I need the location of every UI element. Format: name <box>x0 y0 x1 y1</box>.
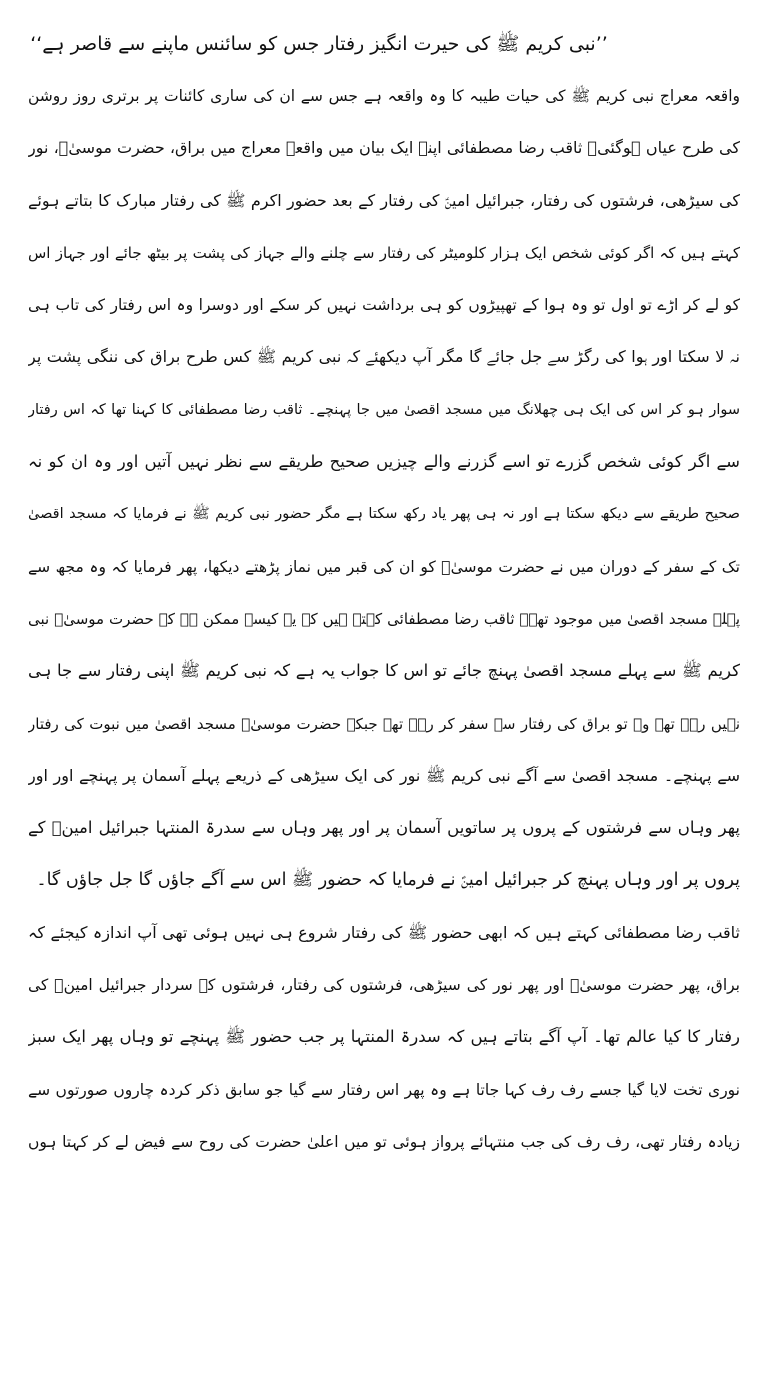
body-line: کی سیڑھی، فرشتوں کی رفتار، جبرائیل امینؑ کی رفتار کے بعد حضور اکرم ﷺ کی رفتار مبارک کا بتاتے ہوئے <box>28 190 740 210</box>
body-line: رفتار کا کیا عالم تھا۔ آپ آگے بتاتے ہیں کہ سدرۃ المنتہا پر جب حضور ﷺ پہنچے تو وہاں پھر ایک سبز <box>28 1027 740 1047</box>
body-line: کہتے ہیں کہ اگر کوئی شخص ایک ہزار کلومیٹر کی رفتار سے چلنے والے جہاز کی پشت پر بیٹھ جائے اور جہاز اس <box>28 243 740 262</box>
body-line: تک کے سفر کے دوران میں نے حضرت موسیٰؑ کو ان کی قبر میں نماز پڑھتے دیکھا، پھر فرمایا کہ وہ مجھ سے <box>28 557 740 576</box>
body-line: پھر وہاں سے فرشتوں کے پروں پر ساتویں آسمان پر اور پھر وہاں سے سدرۃ المنتہا جبرائیل امینؑ کے <box>28 818 740 838</box>
article-title: ’’نبی کریم ﷺ کی حیرت انگیز رفتار جس کو سائنس ماپنے سے قاصر ہے‘‘ <box>30 33 608 55</box>
body-line: سے پہنچے۔ مسجد اقصیٰ سے آگے نبی کریم ﷺ نور کی ایک سیڑھی کے ذریعے پہلے آسمان پر پہنچے اور اور <box>28 765 740 785</box>
body-line: نوری تخت لایا گیا جسے رف رف کہا جاتا ہے وہ پھر اس رفتار سے گیا جو سابق ذکر کردہ چاروں صورتوں سے <box>28 1080 740 1099</box>
body-line: سے اگر کوئی شخص گزرے تو اسے گزرنے والے چیزیں صحیح طریقے سے نظر نہیں آتیں اور وہ ان کو نہ <box>28 452 740 472</box>
body-line: واقعہ معراج نبی کریم ﷺ کی حیات طیبہ کا وہ واقعہ ہے جس سے ان کی ساری کائنات پر برتری روز روشن <box>28 87 740 105</box>
body-line: کریم ﷺ سے پہلے مسجد اقصیٰ پہنچ جائے تو اس کا جواب یہ ہے کہ نبی کریم ﷺ اپنی رفتار سے جا ہی <box>28 661 740 681</box>
body-line: نہیں رہے تھے وہ تو براق کی رفتار سے سفر کر رہے تھے جبکہ حضرت موسیٰؑ مسجد اقصیٰ میں نبوت کی رفتار <box>28 714 740 733</box>
body-line: نہ لا سکتا اور ہوا کی رگڑ سے جل جائے گا مگر آپ دیکھئے کہ نبی کریم ﷺ کس طرح براق کی ننگی پشت پر <box>28 347 740 367</box>
body-line: زیادہ رفتار تھی، رف رف کی جب منتہائے پرواز ہوئی تو میں اعلیٰ حضرت کی روح سے فیض لے کر کہتا ہوں <box>28 1132 740 1151</box>
body-line: ثاقب رضا مصطفائی کہتے ہیں کہ ابھی حضور ﷺ کی رفتار شروع ہی نہیں ہوئی تھی آپ اندازہ کیجئے کہ <box>28 922 740 942</box>
body-line: سوار ہو کر اس کی ایک ہی چھلانگ میں مسجد اقصیٰ میں جا پہنچے۔ ثاقب رضا مصطفائی کا کہنا تھا کہ اس رفتار <box>28 401 740 418</box>
body-line: صحیح طریقے سے دیکھ سکتا ہے اور نہ ہی پھر یاد رکھ سکتا ہے مگر حضور نبی کریم ﷺ نے فرمایا کہ مسجد اقصیٰ <box>28 506 740 523</box>
body-line: پہلے مسجد اقصیٰ میں موجود تھے۔ ثاقب رضا مصطفائی کہتے ہیں کہ یہ کیسے ممکن ہے کہ حضرت موسیٰؑ نبی <box>28 609 740 628</box>
article-body <box>28 70 740 1168</box>
body-line: پروں پر اور وہاں پہنچ کر جبرائیل امینؑ نے فرمایا کہ حضور ﷺ اس سے آگے جاؤں گا جل جاؤں گا۔ <box>36 870 740 891</box>
body-line: کو لے کر اڑے تو اول تو وہ ہوا کے تھپیڑوں کو ہی برداشت نہیں کر سکے اور دوسرا وہ اس رفتار کی تاب ہی <box>28 296 740 315</box>
article <box>28 18 740 1168</box>
body-line: براق، پھر حضرت موسیٰؑ اور پھر نور کی سیڑھی، فرشتوں کی رفتار، فرشتوں کے سردار جبرائیل امینؑ کی <box>28 976 740 995</box>
body-line: کی طرح عیاں ہوگئی۔ ثاقب رضا مصطفائی اپنے ایک بیان میں واقعہ معراج میں براق، حضرت موسیٰؑ، نور <box>28 138 740 158</box>
